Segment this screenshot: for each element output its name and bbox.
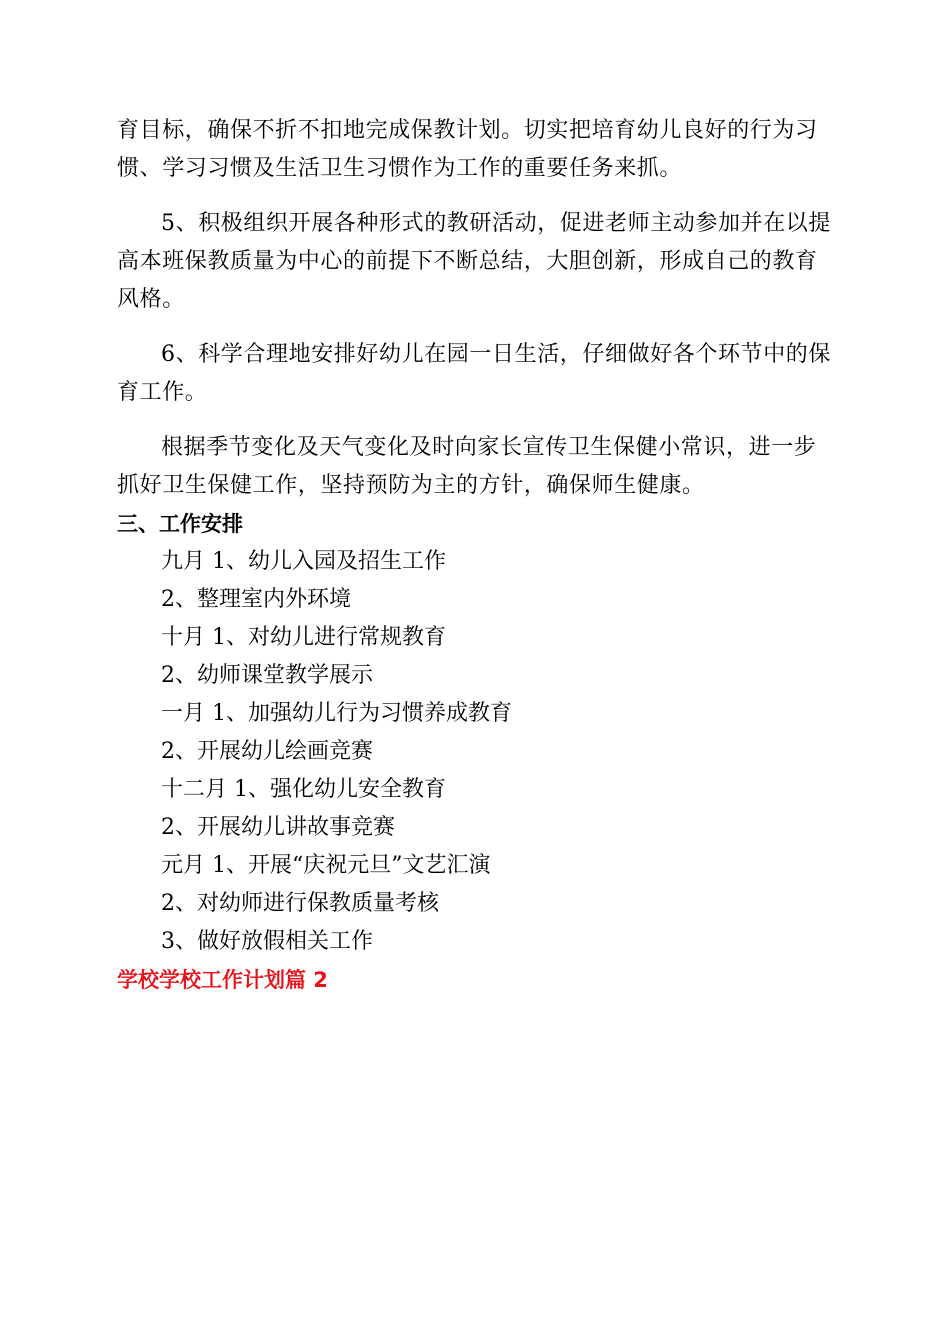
list-item: 2、整理室内外环境 [161, 587, 351, 612]
schedule-list [117, 543, 835, 961]
list-item: 十二月 1、强化幼儿安全教育 [161, 777, 446, 802]
list-item: 元月 1、开展“庆祝元旦”文艺汇演 [161, 853, 491, 878]
next-article-title: 学校学校工作计划篇 2 [117, 968, 328, 992]
list-item: 2、幼师课堂教学展示 [161, 663, 373, 688]
list-item: 2、开展幼儿绘画竞赛 [161, 739, 373, 764]
document-page [117, 112, 835, 999]
paragraph-1: 育目标，确保不折不扣地完成保教计划。切实把培育幼儿良好的行为习惯、学习习惯及生活卫生习惯作为工作的重要任务来抓。 [117, 118, 818, 181]
list-item: 九月 1、幼儿入园及招生工作 [161, 549, 446, 574]
list-item: 一月 1、加强幼儿行为习惯养成教育 [161, 701, 512, 726]
paragraph-3: 6、科学合理地安排好幼儿在园一日生活，仔细做好各个环节中的保育工作。 [117, 342, 831, 405]
paragraph-2: 5、积极组织开展各种形式的教研活动，促进老师主动参加并在以提高本班保教质量为中心的前提下不断总结，大胆创新，形成自己的教育风格。 [117, 211, 831, 312]
list-item: 2、开展幼儿讲故事竞赛 [161, 815, 395, 840]
list-item: 2、对幼师进行保教质量考核 [161, 891, 439, 916]
list-item: 十月 1、对幼儿进行常规教育 [161, 625, 446, 650]
paragraph-4: 根据季节变化及天气变化及时向家长宣传卫生保健小常识，进一步抓好卫生保健工作，坚持预防为主的方针，确保师生健康。 [117, 435, 817, 498]
section-heading: 三、工作安排 [117, 512, 243, 536]
list-item: 3、做好放假相关工作 [161, 929, 373, 954]
